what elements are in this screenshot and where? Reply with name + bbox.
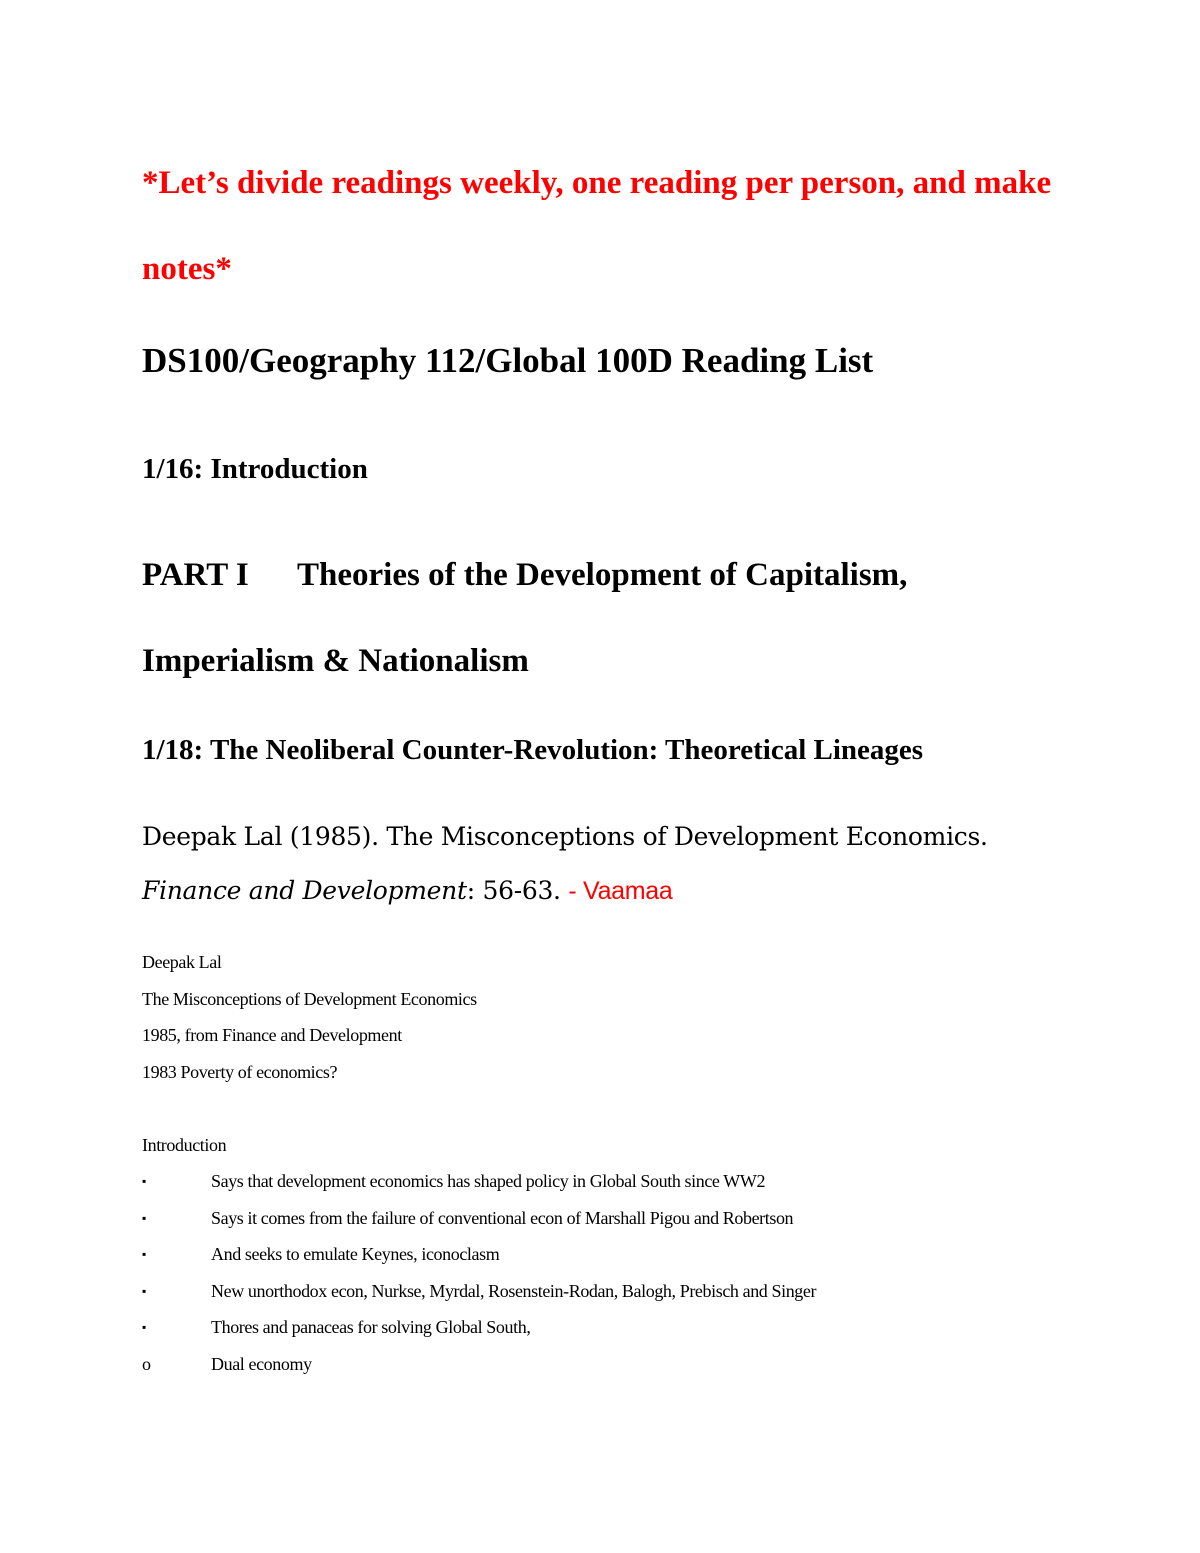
reading-list-title: DS100/Geography 112/Global 100D Reading List xyxy=(142,341,874,380)
list-item xyxy=(142,1346,1082,1383)
list-item-text: Dual economy xyxy=(211,1353,312,1374)
square-bullet-icon: ▪ xyxy=(142,1247,146,1261)
notes-title: The Misconceptions of Development Economics xyxy=(142,988,477,1009)
part-title: Theories of the Development of Capitalism, Imperialism & Nationalism xyxy=(142,557,908,679)
list-item xyxy=(142,1236,1082,1273)
square-bullet-icon: ▪ xyxy=(142,1283,146,1298)
citation-pages: : 56-63. xyxy=(466,876,561,905)
part-label: PART I xyxy=(142,557,249,593)
session-introduction: 1/16: Introduction xyxy=(142,453,368,485)
square-bullet-icon: ▪ xyxy=(142,1320,146,1334)
list-item xyxy=(142,1273,1082,1310)
notes-section-heading: Introduction xyxy=(142,1134,227,1155)
list-item-text: And seeks to emulate Keynes, iconoclasm xyxy=(211,1244,500,1264)
list-item-text: Says that development economics has shaped policy in Global South since WW2 xyxy=(211,1171,766,1191)
group-note: *Let’s divide readings weekly, one reading per person, and make notes* xyxy=(142,165,1052,287)
list-item xyxy=(142,1200,1082,1237)
list-item xyxy=(142,1163,1082,1200)
notes-author: Deepak Lal xyxy=(142,952,222,972)
notes-bullet-list xyxy=(142,1163,1082,1382)
reading-notes xyxy=(142,944,1082,1382)
list-item-text: Says it comes from the failure of conventional econ of Marshall Pigou and Robertson xyxy=(211,1207,794,1228)
square-bullet-icon: ▪ xyxy=(142,1210,146,1225)
citation-journal: Finance and Development xyxy=(142,876,467,905)
notes-source: 1985, from Finance and Development xyxy=(142,1025,402,1045)
part-heading xyxy=(142,532,1082,704)
list-item-text: New unorthodox econ, Nurkse, Myrdal, Rosenstein-Rodan, Balogh, Prebisch and Singer xyxy=(211,1280,817,1301)
circle-bullet-icon: o xyxy=(142,1353,151,1374)
session-heading: 1/18: The Neoliberal Counter-Revolution: Theoretical Lineages xyxy=(142,734,924,766)
list-item xyxy=(142,1309,1082,1346)
citation-assignee: - Vaamaa xyxy=(568,877,673,905)
notes-spacer xyxy=(142,1090,1082,1127)
reading-citation xyxy=(142,810,1082,918)
list-item-text: Thores and panaceas for solving Global South, xyxy=(211,1317,531,1337)
citation-text: Deepak Lal (1985). The Misconceptions of Development Economics. xyxy=(142,822,988,851)
notes-related: 1983 Poverty of economics? xyxy=(142,1061,338,1082)
square-bullet-icon: ▪ xyxy=(142,1174,146,1188)
